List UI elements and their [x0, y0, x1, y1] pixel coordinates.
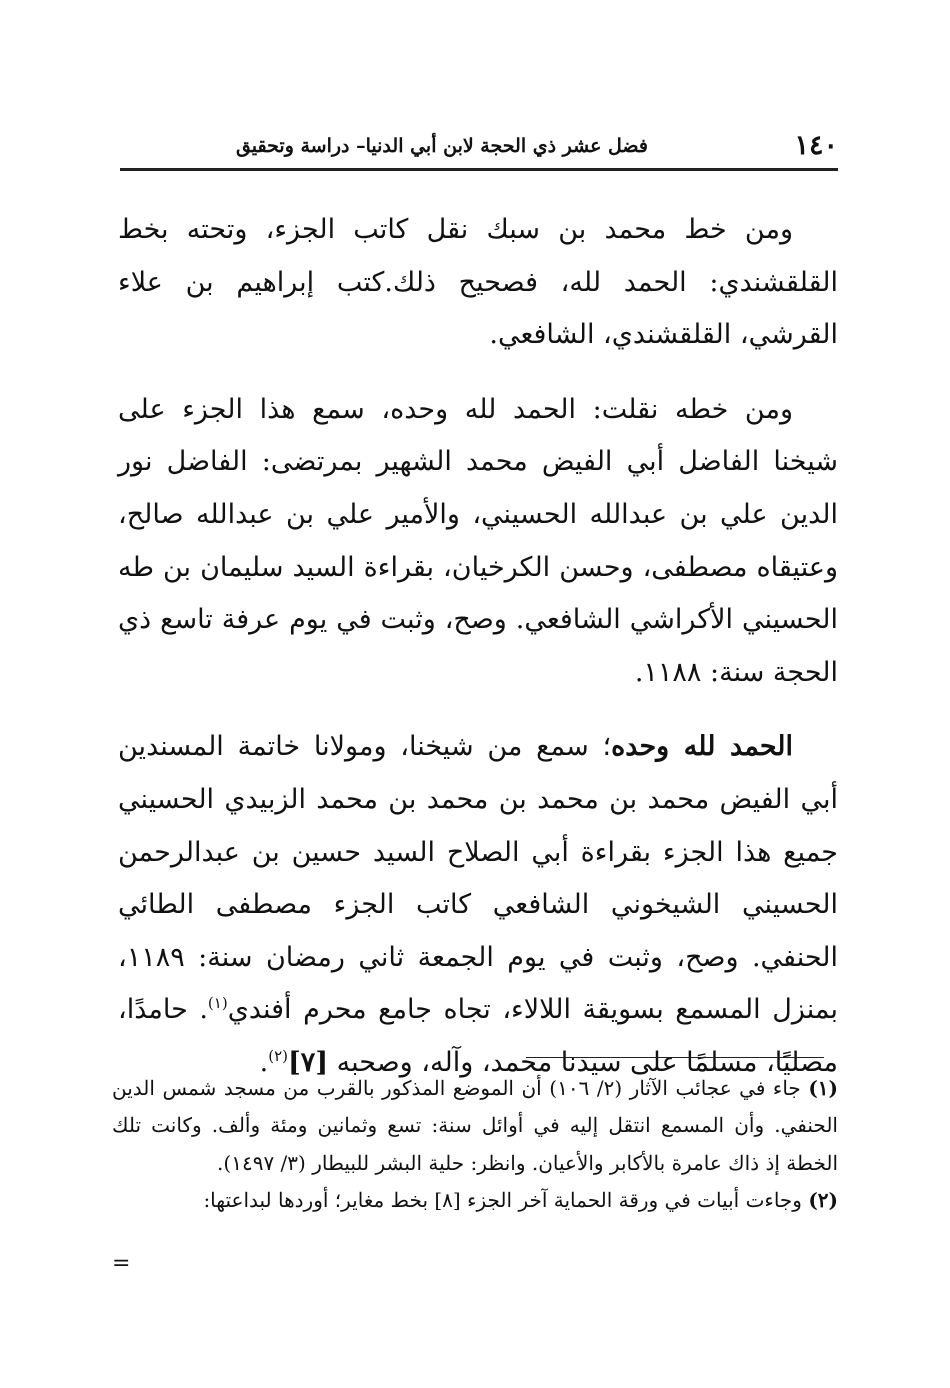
- footnote-2: [112, 1182, 838, 1219]
- paragraph-3: [118, 721, 838, 1089]
- footnote-2-text: وجاءت أبيات في ورقة الحماية آخر الجزء [٨] بخط مغاير؛ أوردها لبداعتها:: [203, 1187, 809, 1212]
- paragraph-3-after-ref: . حامدًا، مصليًا، مسلمًا على سيدنا محمد، وآله، وصحبه: [118, 994, 838, 1078]
- running-header: [120, 126, 838, 166]
- footnote-ref-2[interactable]: (٢): [268, 1046, 289, 1065]
- header-rule: [120, 168, 838, 171]
- paragraph-1: ومن خط محمد بن سبك نقل كاتب الجزء، وتحته بخط القلقشندي: الحمد لله، فصحيح ذلك.كتب إبراهيم بن علاء القرشي، القلقشندي، الشافعي.: [118, 214, 838, 351]
- paragraph-3-end: .: [259, 1046, 269, 1078]
- footnote-1-text: جاء في عجائب الآثار (٢/ ١٠٦) أن الموضع المذكور بالقرب من مسجد شمس الدين الحنفي. وأن المسمع انتقل إليه في أوائل سنة: تسع وثمانين ومئة وألف. وكانت تلك الخطة إذ ذاك عامرة بالأكابر والأعيان. وانظر: حلية البشر للبيطار (٣/ ١٤٩٧).: [112, 1076, 838, 1175]
- footnote-2-number: (٢): [808, 1187, 838, 1212]
- paragraph-2: ومن خطه نقلت: الحمد لله وحده، سمع هذا الجزء على شيخنا الفاضل أبي الفيض محمد الشهير بمرتضى: الفاضل نور الدين علي بن عبدالله الحسيني، والأمير علي بن عبدالله صالح، وعتيقاه مصطفى، وحسن الكرخيان، بقراءة السيد سليمان بن طه الحسيني الأكراشي الشافعي. وصح، وثبت في يوم عرفة تاسع ذي الحجة سنة: ١١٨٨.: [118, 393, 838, 688]
- running-title: فضل عشر ذي الحجة لابن أبي الدنيا– دراسة وتحقيق: [235, 135, 648, 157]
- footnote-1: [112, 1070, 838, 1182]
- continuation-mark: =: [112, 1251, 131, 1276]
- footnote-ref-1[interactable]: (١): [207, 994, 228, 1013]
- paragraph-3-lead: الحمد لله وحده: [611, 731, 793, 763]
- footnote-separator: [526, 1057, 824, 1058]
- footnotes: [112, 1070, 838, 1219]
- footnote-1-number: (١): [808, 1076, 838, 1100]
- paragraph-3-text: ؛ سمع من شيخنا، ومولانا خاتمة المسندين أبي الفيض محمد بن محمد بن محمد بن محمد الزبيدي الحسيني جميع هذا الجزء بقراءة أبي الصلاح السيد حسين بن عبدالرحمن الحسيني الشيخوني الشافعي كاتب الجزء مصطفى الطائي الحنفي. وصح، وثبت في يوم الجمعة ثاني رمضان سنة: ١١٨٩، بمنزل المسمع بسويقة اللالاء، تجاه جامع محرم أفندي: [118, 731, 838, 1026]
- main-text: [118, 204, 838, 1112]
- manuscript-folio-ref: [٧]: [288, 1046, 329, 1078]
- page-number: ١٤٠: [794, 130, 838, 161]
